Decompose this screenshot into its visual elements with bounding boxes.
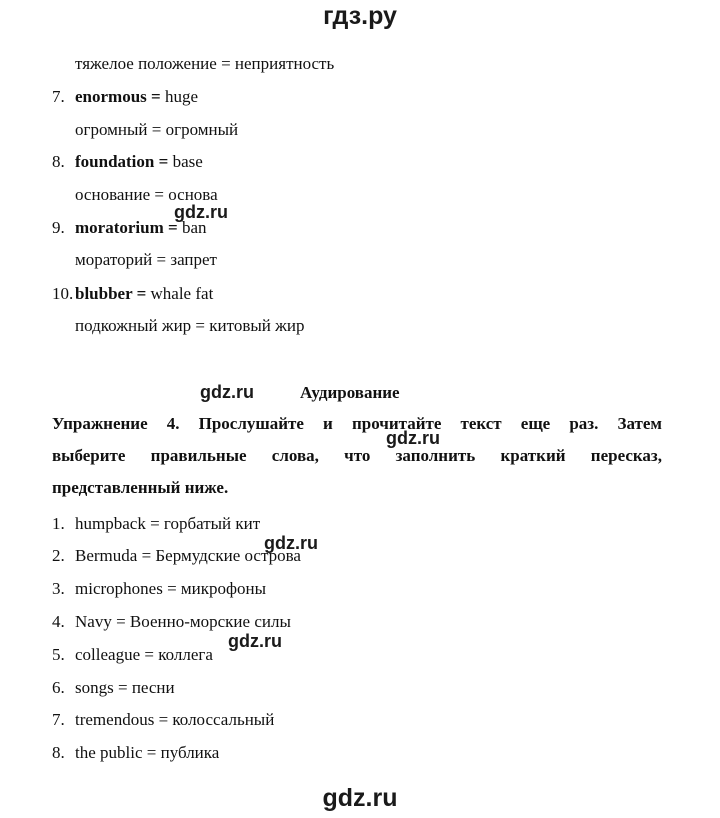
vocab-translation: подкожный жир = китовый жир xyxy=(75,316,305,335)
watermark: gdz.ru xyxy=(174,202,228,222)
answer-item: humpback = горбатый кит xyxy=(75,514,261,533)
answer-item: songs = песни xyxy=(75,678,175,697)
watermark: gdz.ru xyxy=(228,631,282,651)
answer-number: 8. xyxy=(52,743,65,762)
answer-item: Navy = Военно-морские силы xyxy=(75,612,291,631)
vocab-number: 10. xyxy=(52,284,74,303)
answer-number: 5. xyxy=(52,645,65,664)
answer-number: 4. xyxy=(52,612,65,631)
answer-number: 2. xyxy=(52,546,65,565)
answer-item: Bermuda = Бермудские острова xyxy=(75,546,301,565)
watermark: gdz.ru xyxy=(386,428,440,448)
answer-item: the public = публика xyxy=(75,743,220,762)
vocab-en: base xyxy=(172,152,203,171)
watermark: gdz.ru xyxy=(264,533,318,553)
exercise-instructions xyxy=(52,408,662,504)
watermark: gdz.ru xyxy=(200,382,254,402)
exercise-line: Упражнение 4. Прослушайте и прочитайте текст еще раз. Затем xyxy=(52,414,662,433)
vocab-translation: основание = основа xyxy=(75,185,218,204)
site-header-logo: гдз.ру xyxy=(323,2,397,30)
vocab-number: 8. xyxy=(52,152,65,171)
site-footer-logo: gdz.ru xyxy=(322,784,398,812)
top-line: тяжелое положение = неприятность xyxy=(75,54,335,73)
vocab-en: huge xyxy=(164,87,199,106)
vocab-item xyxy=(75,87,198,107)
section-title: Аудирование xyxy=(300,383,400,402)
answer-item: colleague = коллега xyxy=(75,645,213,664)
answer-number: 1. xyxy=(52,514,65,533)
vocab-term: blubber = xyxy=(75,284,147,303)
vocab-item xyxy=(75,152,203,172)
vocab-en: ban xyxy=(181,218,207,237)
exercise-line: выберите правильные слова, что заполнить краткий пересказ, xyxy=(52,446,662,465)
vocab-number: 7. xyxy=(52,87,65,106)
vocab-term: moratorium = xyxy=(75,218,178,237)
vocab-item xyxy=(75,218,207,238)
vocab-term: foundation = xyxy=(75,152,169,171)
exercise-line: представленный ниже. xyxy=(52,478,229,497)
vocab-translation: огромный = огромный xyxy=(75,120,239,139)
answer-number: 3. xyxy=(52,579,65,598)
vocab-number: 9. xyxy=(52,218,65,237)
vocab-translation: мораторий = запрет xyxy=(75,250,217,269)
vocab-item xyxy=(75,284,213,304)
answer-number: 6. xyxy=(52,678,65,697)
vocab-en: whale fat xyxy=(150,284,214,303)
answer-number: 7. xyxy=(52,710,65,729)
vocab-term: enormous = xyxy=(75,87,161,106)
answer-item: tremendous = колоссальный xyxy=(75,710,275,729)
answer-item: microphones = микрофоны xyxy=(75,579,267,598)
